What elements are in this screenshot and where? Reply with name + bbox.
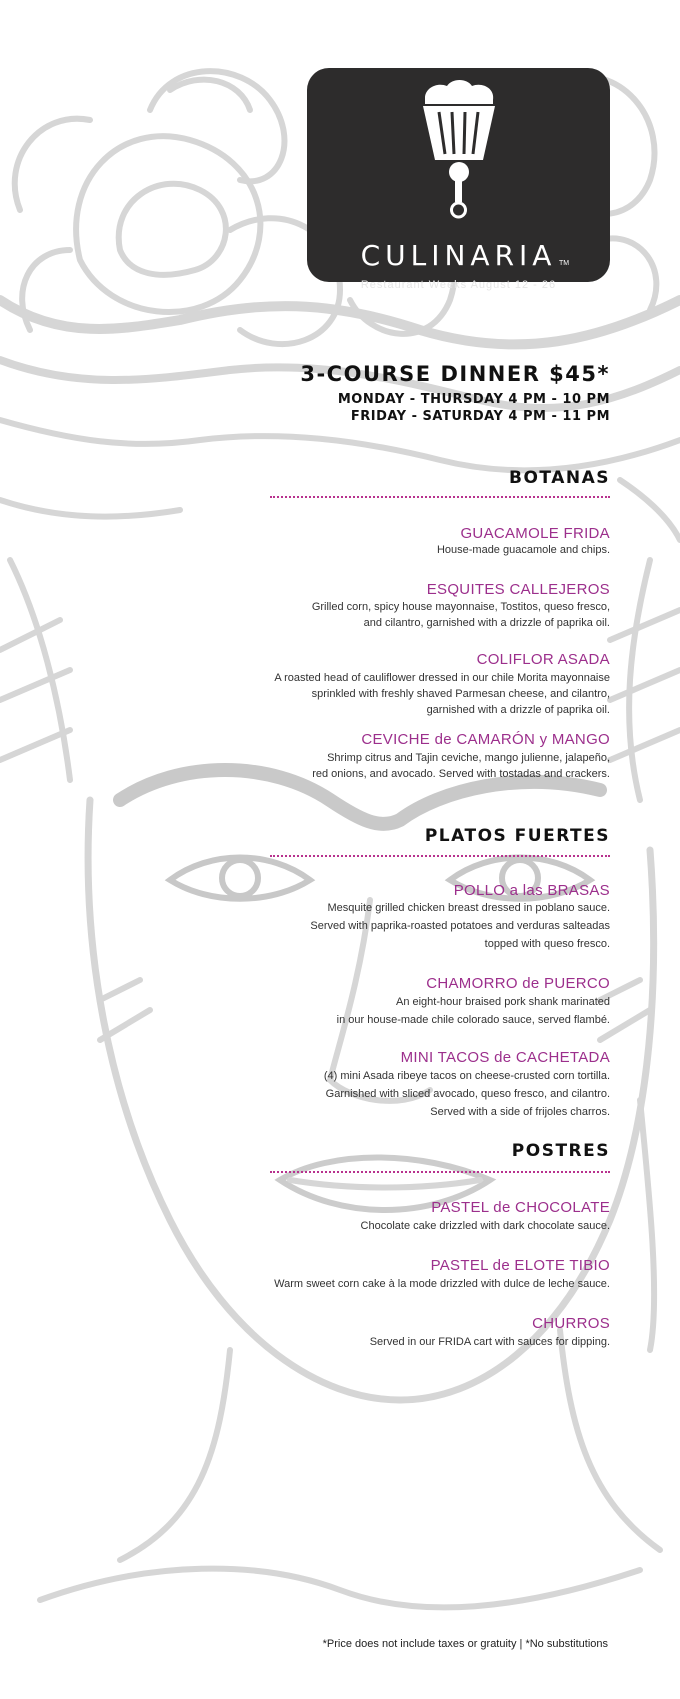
item-name: GUACAMOLE FRIDA	[460, 525, 610, 542]
item-desc: sprinkled with freshly shaved Parmesan cheese, and cilantro,	[311, 688, 610, 700]
item-name: COLIFLOR ASADA	[476, 651, 610, 668]
item-desc: Chocolate cake drizzled with dark chocolate sauce.	[360, 1220, 610, 1232]
hours-weekday: MONDAY - THURSDAY 4 PM - 10 PM	[337, 392, 610, 407]
item-desc: A roasted head of cauliflower dressed in our chile Morita mayonnaise	[274, 672, 610, 684]
item-name: MINI TACOS de CACHETADA	[400, 1049, 610, 1066]
item-name: CHAMORRO de PUERCO	[426, 975, 610, 992]
trademark-mark: TM	[559, 260, 570, 267]
item-desc: (4) mini Asada ribeye tacos on cheese-crusted corn tortilla.	[323, 1070, 610, 1082]
item-name: POLLO a las BRASAS	[453, 882, 610, 899]
section-divider	[270, 496, 610, 498]
item-desc: in our house-made chile colorado sauce, served flambé.	[336, 1014, 610, 1026]
item-desc: Served in our FRIDA cart with sauces for dipping.	[369, 1336, 610, 1348]
item-name: CEVICHE de CAMARÓN y MANGO	[361, 731, 610, 748]
item-desc: Warm sweet corn cake à la mode drizzled with dulce de leche sauce.	[274, 1278, 610, 1290]
item-name: ESQUITES CALLEJEROS	[426, 581, 610, 598]
culinaria-logo	[307, 68, 610, 291]
item-desc: red onions, and avocado. Served with tostadas and crackers.	[312, 768, 610, 780]
brand-name: CULINARIA	[360, 239, 557, 272]
price-footnote: *Price does not include taxes or gratuity | *No substitutions	[322, 1638, 608, 1650]
item-desc: Grilled corn, spicy house mayonnaise, Tostitos, queso fresco,	[311, 601, 610, 613]
section-title-botanas: BOTANAS	[509, 468, 610, 488]
item-desc: Garnished with sliced avocado, queso fresco, and cilantro.	[325, 1088, 610, 1100]
item-desc: topped with queso fresco.	[484, 938, 610, 950]
dinner-title: 3-COURSE DINNER $45*	[300, 362, 610, 386]
section-title-platos-fuertes: PLATOS FUERTES	[424, 826, 610, 846]
section-divider	[270, 855, 610, 857]
item-name: PASTEL de ELOTE TIBIO	[430, 1257, 610, 1274]
item-desc: Served with a side of frijoles charros.	[430, 1106, 610, 1118]
item-desc: An eight-hour braised pork shank marinated	[395, 996, 610, 1008]
hours-weekend: FRIDAY - SATURDAY 4 PM - 11 PM	[350, 409, 610, 424]
item-desc: House-made guacamole and chips.	[436, 544, 610, 556]
item-desc: Shrimp citrus and Tajin ceviche, mango julienne, jalapeño,	[327, 752, 610, 764]
item-desc: Served with paprika-roasted potatoes and verduras salteadas	[310, 920, 610, 932]
section-divider	[270, 1171, 610, 1173]
brand-subtitle: Restaurant Weeks August 12 - 26	[360, 279, 557, 291]
item-name: PASTEL de CHOCOLATE	[431, 1199, 610, 1216]
item-desc: Mesquite grilled chicken breast dressed in poblano sauce.	[327, 902, 610, 914]
item-desc: and cilantro, garnished with a drizzle of paprika oil.	[363, 617, 610, 629]
section-title-postres: POSTRES	[511, 1141, 610, 1161]
item-name: CHURROS	[532, 1315, 610, 1332]
item-desc: garnished with a drizzle of paprika oil.	[426, 704, 610, 716]
